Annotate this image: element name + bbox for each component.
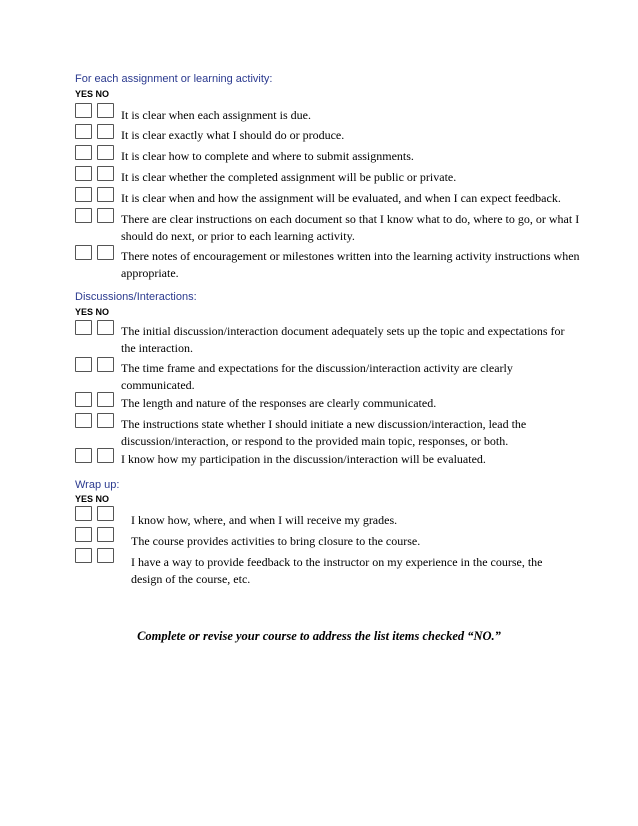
checkbox-pair (75, 187, 117, 203)
checklist-item: It is clear exactly what I should do or produce. (121, 128, 345, 142)
checklist-item: There are clear instructions on each document so that I know what to do, where to go, or what I should do next, or prior to each learning activity. (121, 212, 580, 243)
no-checkbox[interactable] (97, 208, 114, 223)
no-checkbox[interactable] (97, 166, 114, 181)
checklist-item: It is clear when and how the assignment will be evaluated, and when I can expect feedback. (121, 191, 561, 205)
no-checkbox[interactable] (97, 527, 114, 542)
checklist-item: It is clear how to complete and where to submit assignments. (121, 149, 414, 163)
yes-no-label: YES NO (75, 307, 110, 317)
yes-checkbox[interactable] (75, 187, 92, 202)
yes-checkbox[interactable] (75, 103, 92, 118)
checkbox-pair (75, 208, 117, 224)
checklist-item: The course provides activities to bring closure to the course. (131, 534, 421, 548)
yes-checkbox[interactable] (75, 145, 92, 160)
no-checkbox[interactable] (97, 320, 114, 335)
checkbox-pair (75, 548, 117, 564)
checklist-item: The time frame and expectations for the discussion/interaction activity are clearly communicated. (121, 361, 513, 392)
no-checkbox[interactable] (97, 448, 114, 463)
checkbox-pair (75, 506, 117, 522)
yes-checkbox[interactable] (75, 527, 92, 542)
checkbox-pair (75, 413, 117, 429)
no-checkbox[interactable] (97, 187, 114, 202)
no-checkbox[interactable] (97, 145, 114, 160)
checklist-item: I have a way to provide feedback to the instructor on my experience in the course, the design of the course, etc. (131, 555, 543, 586)
yes-checkbox[interactable] (75, 166, 92, 181)
checkbox-pair (75, 448, 117, 464)
yes-checkbox[interactable] (75, 413, 92, 428)
yes-checkbox[interactable] (75, 548, 92, 563)
yes-checkbox[interactable] (75, 245, 92, 260)
checkbox-pair (75, 166, 117, 182)
checklist-item: There notes of encouragement or milestones written into the learning activity instructions when appropriate. (121, 249, 580, 280)
checkbox-pair (75, 124, 117, 140)
no-checkbox[interactable] (97, 245, 114, 260)
checkbox-pair (75, 320, 117, 336)
checkbox-pair (75, 357, 117, 373)
no-checkbox[interactable] (97, 413, 114, 428)
yes-checkbox[interactable] (75, 320, 92, 335)
yes-no-label: YES NO (75, 89, 110, 99)
yes-checkbox[interactable] (75, 448, 92, 463)
yes-checkbox[interactable] (75, 357, 92, 372)
yes-checkbox[interactable] (75, 392, 92, 407)
footer-instruction: Complete or revise your course to address the list items checked “NO.” (137, 629, 501, 643)
checklist-item: I know how, where, and when I will receive my grades. (131, 513, 398, 527)
checklist-item: The instructions state whether I should initiate a new discussion/interaction, lead the discussion/interaction, or respond to the provided main topic, responses, or both. (121, 417, 527, 448)
checkbox-pair (75, 103, 117, 119)
yes-checkbox[interactable] (75, 208, 92, 223)
checklist-item: The length and nature of the responses are clearly communicated. (121, 396, 437, 410)
no-checkbox[interactable] (97, 506, 114, 521)
checkbox-pair (75, 392, 117, 408)
yes-no-label: YES NO (75, 494, 110, 504)
section-heading-discussions: Discussions/Interactions: (75, 291, 197, 303)
checklist-item: It is clear when each assignment is due. (121, 108, 311, 122)
checkbox-pair (75, 145, 117, 161)
yes-checkbox[interactable] (75, 506, 92, 521)
checklist-item: The initial discussion/interaction document adequately sets up the topic and expectations for the interaction. (121, 324, 565, 355)
checkbox-pair (75, 527, 117, 543)
no-checkbox[interactable] (97, 124, 114, 139)
no-checkbox[interactable] (97, 392, 114, 407)
checklist-item: It is clear whether the completed assignment will be public or private. (121, 170, 457, 184)
checkbox-pair (75, 245, 117, 261)
no-checkbox[interactable] (97, 548, 114, 563)
yes-checkbox[interactable] (75, 124, 92, 139)
no-checkbox[interactable] (97, 357, 114, 372)
checklist-item: I know how my participation in the discussion/interaction will be evaluated. (121, 452, 486, 466)
no-checkbox[interactable] (97, 103, 114, 118)
section-heading-assignments: For each assignment or learning activity: (75, 73, 273, 85)
section-heading-wrap-up: Wrap up: (75, 479, 120, 491)
